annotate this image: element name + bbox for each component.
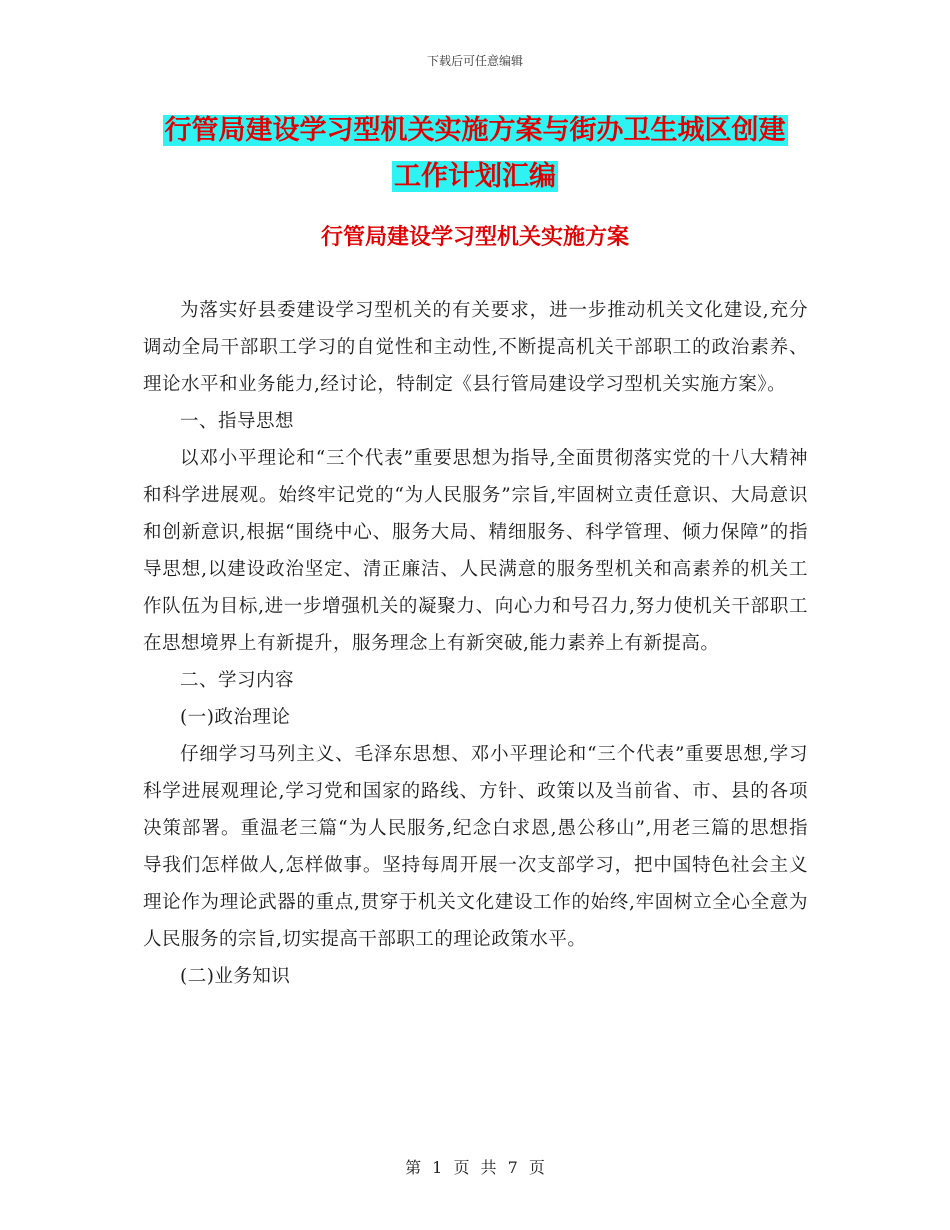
- paragraph-intro: 为落实好县委建设学习型机关的有关要求，进一步推动机关文化建设,充分调动全局干部职工学习的自觉性和主动性,不断提高机关干部职工的政治素养、理论水平和业务能力,经讨论，特制定《县行管局建设学习型机关实施方案》。: [143, 300, 808, 395]
- document-body: [143, 292, 808, 995]
- subheading-political-theory: (一)政治理论: [180, 707, 291, 728]
- subheading-business-knowledge: (二)业务知识: [180, 966, 291, 987]
- title-line-2: 工作计划汇编: [394, 161, 556, 192]
- heading-study-content: 二、学习内容: [180, 670, 295, 691]
- page-footer: 第 1 页 共 7 页: [405, 1158, 545, 1177]
- section-title: 行管局建设学习型机关实施方案: [320, 225, 629, 250]
- title-line-1: 行管局建设学习型机关实施方案与街办卫生城区创建: [164, 115, 786, 146]
- paragraph-political-theory: 仔细学习马列主义、毛泽东思想、邓小平理论和“三个代表”重要思想,学习科学进展观理论,学习党和国家的路线、方针、政策以及当前省、市、县的各项决策部署。重温老三篇“为人民服务,纪念白求恩,愚公移山”,用老三篇的思想指导我们怎样做人,怎样做事。坚持每周开展一次支部学习，把中国特色社会主义理论作为理论武器的重点,贯穿于机关文化建设工作的始终,牢固树立全心全意为人民服务的宗旨,切实提高干部职工的理论政策水平。: [143, 744, 808, 950]
- paragraph-guiding-ideology: 以邓小平理论和“三个代表”重要思想为指导,全面贯彻落实党的十八大精神和科学进展观。始终牢记党的“为人民服务”宗旨,牢固树立责任意识、大局意识和创新意识,根据“围绕中心、服务大局、精细服务、科学管理、倾力保障”的指导思想,以建设政治坚定、清正廉洁、人民满意的服务型机关和高素养的机关工作队伍为目标,进一步增强机关的凝聚力、向心力和号召力,努力使机关干部职工在思想境界上有新提升，服务理念上有新突破,能力素养上有新提高。: [143, 448, 808, 654]
- document-title: [120, 108, 830, 200]
- header-note: 下载后可任意编辑: [426, 54, 523, 68]
- heading-guiding-ideology: 一、指导思想: [180, 411, 295, 432]
